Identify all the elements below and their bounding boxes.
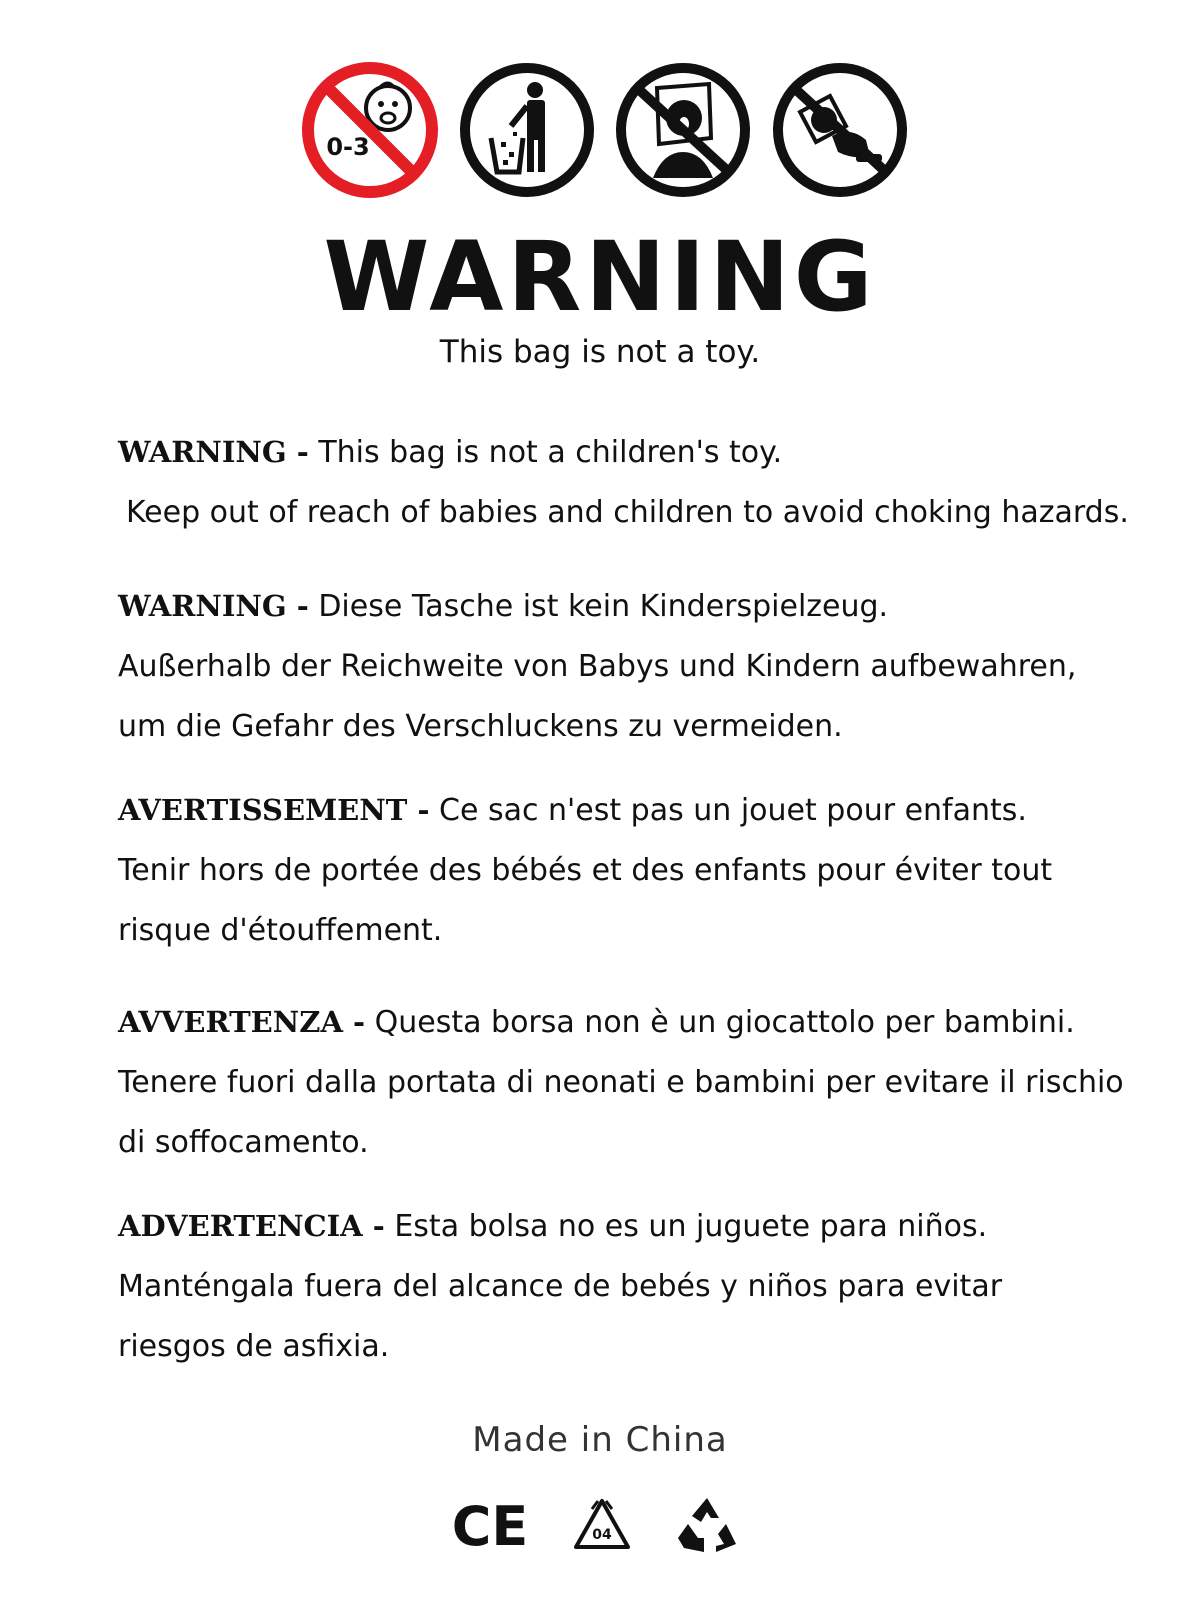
section-line: di soffocamento.	[118, 1125, 369, 1160]
warning-title: WARNING	[323, 221, 877, 333]
section-line: Außerhalb der Reichweite von Babys und Kindern aufbewahren,	[118, 649, 1077, 684]
warning-subtitle: This bag is not a toy.	[439, 334, 761, 370]
no-children-0-3-icon	[300, 60, 440, 200]
section-text: Ce sac n'est pas un jouet pour enfants.	[429, 793, 1027, 828]
section-lead: AVVERTENZA -	[118, 1005, 366, 1039]
warning-section-german	[118, 576, 1178, 757]
made-in-label: Made in China	[472, 1420, 728, 1460]
section-line: riesgos de asfixia.	[118, 1329, 390, 1364]
ce-mark-icon	[450, 1495, 530, 1555]
section-first-line	[118, 422, 1178, 483]
section-first-line	[118, 576, 1178, 637]
svg-text:CE: CE	[451, 1495, 529, 1555]
warning-section-english	[118, 422, 1178, 543]
no-bag-in-crib-icon	[770, 60, 910, 200]
certification-marks	[450, 1490, 740, 1560]
section-line: Manténgala fuera del alcance de bebés y niños para evitar	[118, 1269, 1003, 1304]
section-text: Esta bolsa no es un juguete para niños.	[384, 1209, 988, 1244]
ldpe-recycle-code-icon	[570, 1495, 634, 1555]
recycle-icon	[674, 1494, 740, 1556]
section-line: Tenere fuori dalla portata di neonati e bambini per evitare il rischio	[118, 1065, 1124, 1100]
dispose-in-trash-icon	[457, 60, 597, 200]
section-line: risque d'étouffement.	[118, 913, 443, 948]
section-lead: WARNING -	[118, 435, 309, 469]
section-first-line	[118, 992, 1178, 1053]
section-line: um die Gefahr des Verschluckens zu vermeiden.	[118, 709, 843, 744]
section-lead: WARNING -	[118, 589, 309, 623]
section-text: This bag is not a children's toy.	[308, 435, 783, 470]
age-range-label: 0-3	[326, 133, 370, 161]
no-bag-over-head-icon	[613, 60, 753, 200]
section-first-line	[118, 780, 1178, 841]
section-line: Tenir hors de portée des bébés et des enfants pour éviter tout	[118, 853, 1053, 888]
svg-text:04: 04	[592, 1527, 612, 1543]
section-lead: ADVERTENCIA -	[118, 1209, 385, 1243]
section-first-line	[118, 1196, 1178, 1257]
section-line: Keep out of reach of babies and children to avoid choking hazards.	[126, 495, 1129, 530]
warning-icons-row	[300, 60, 910, 200]
warning-section-italian	[118, 992, 1178, 1173]
section-text: Diese Tasche ist kein Kinderspielzeug.	[308, 589, 889, 624]
warning-section-spanish	[118, 1196, 1178, 1377]
section-lead: AVERTISSEMENT -	[118, 793, 430, 827]
section-text: Questa borsa non è un giocattolo per bambini.	[365, 1005, 1075, 1040]
warning-section-french	[118, 780, 1178, 961]
